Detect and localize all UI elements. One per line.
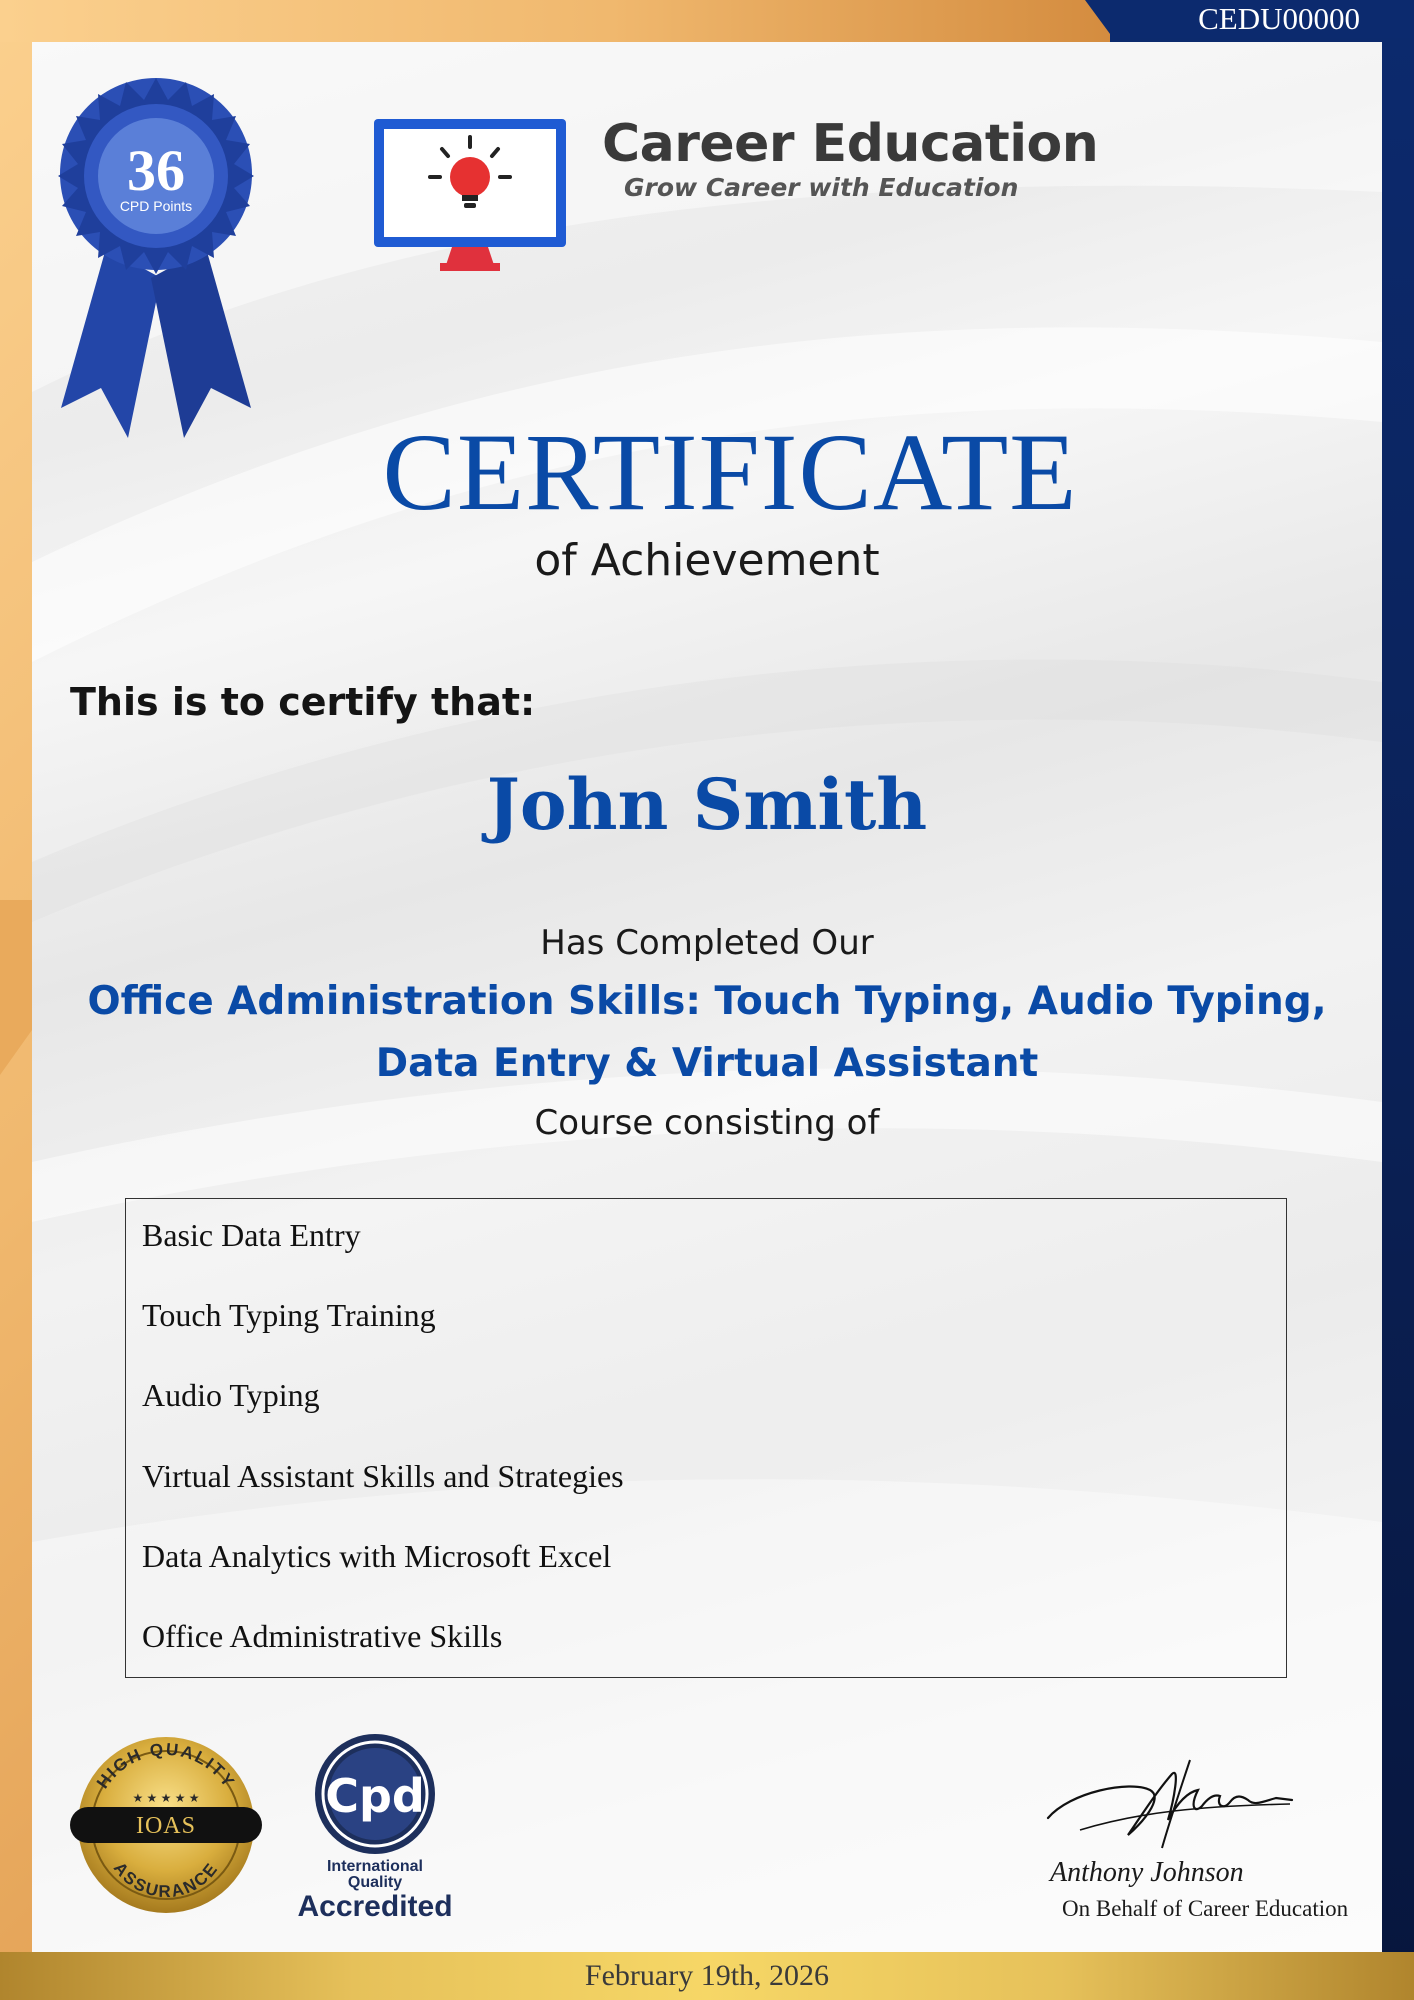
certificate-subtitle: of Achievement — [534, 535, 880, 586]
monitor-lightbulb-icon — [370, 115, 570, 275]
signatory-role: On Behalf of Career Education — [1062, 1896, 1349, 1921]
cpd-line2: Quality — [347, 1874, 403, 1891]
ioas-quality-seal — [66, 1735, 266, 1915]
certify-intro: This is to certify that: — [70, 680, 536, 724]
certificate-title: CERTIFICATE — [382, 411, 1078, 533]
completed-text: Has Completed Our — [540, 923, 874, 963]
seal-top-text: HIGH QUALITY — [93, 1739, 239, 1792]
badge-number: 36 — [127, 138, 185, 203]
top-gold-strip — [0, 0, 1110, 42]
module-item: Data Analytics with Microsoft Excel — [142, 1538, 612, 1574]
module-item: Virtual Assistant Skills and Strategies — [142, 1458, 624, 1494]
cpd-logo-text: Cpd — [325, 1769, 425, 1823]
course-title-line1: Office Administration Skills: Touch Typing, Audio Typing, — [87, 979, 1327, 1024]
course-title-line2: Data Entry & Virtual Assistant — [375, 1041, 1039, 1086]
module-item: Office Administrative Skills — [142, 1618, 503, 1654]
issue-date: February 19th, 2026 — [584, 1959, 830, 1992]
module-item: Audio Typing — [142, 1377, 320, 1413]
cpd-accredited-seal — [285, 1732, 465, 1922]
signatory-name: Anthony Johnson — [1050, 1857, 1244, 1888]
certificate-id-tab-slant — [1085, 0, 1113, 38]
cpd-line3: Accredited — [297, 1890, 453, 1922]
cpd-ribbon-badge — [56, 78, 256, 438]
brand-tagline: Grow Career with Education — [624, 173, 1019, 202]
badge-label: CPD Points — [119, 198, 193, 214]
signature-mark — [1040, 1740, 1310, 1860]
module-item: Basic Data Entry — [142, 1217, 361, 1253]
modules-box — [125, 1198, 1287, 1678]
svg-text:★ ★ ★ ★ ★: ★ ★ ★ ★ ★ — [132, 1791, 200, 1805]
cpd-line1: International — [326, 1858, 424, 1875]
seal-center-text: IOAS — [135, 1813, 197, 1839]
consisting-text: Course consisting of — [534, 1103, 880, 1143]
certificate-id: CEDU00000 — [1198, 1, 1360, 36]
recipient-name: John Smith — [486, 763, 928, 846]
seal-bottom-text: ASSURANCE — [109, 1858, 223, 1902]
module-item: Touch Typing Training — [142, 1297, 436, 1333]
brand-name: Career Education — [602, 114, 1099, 174]
